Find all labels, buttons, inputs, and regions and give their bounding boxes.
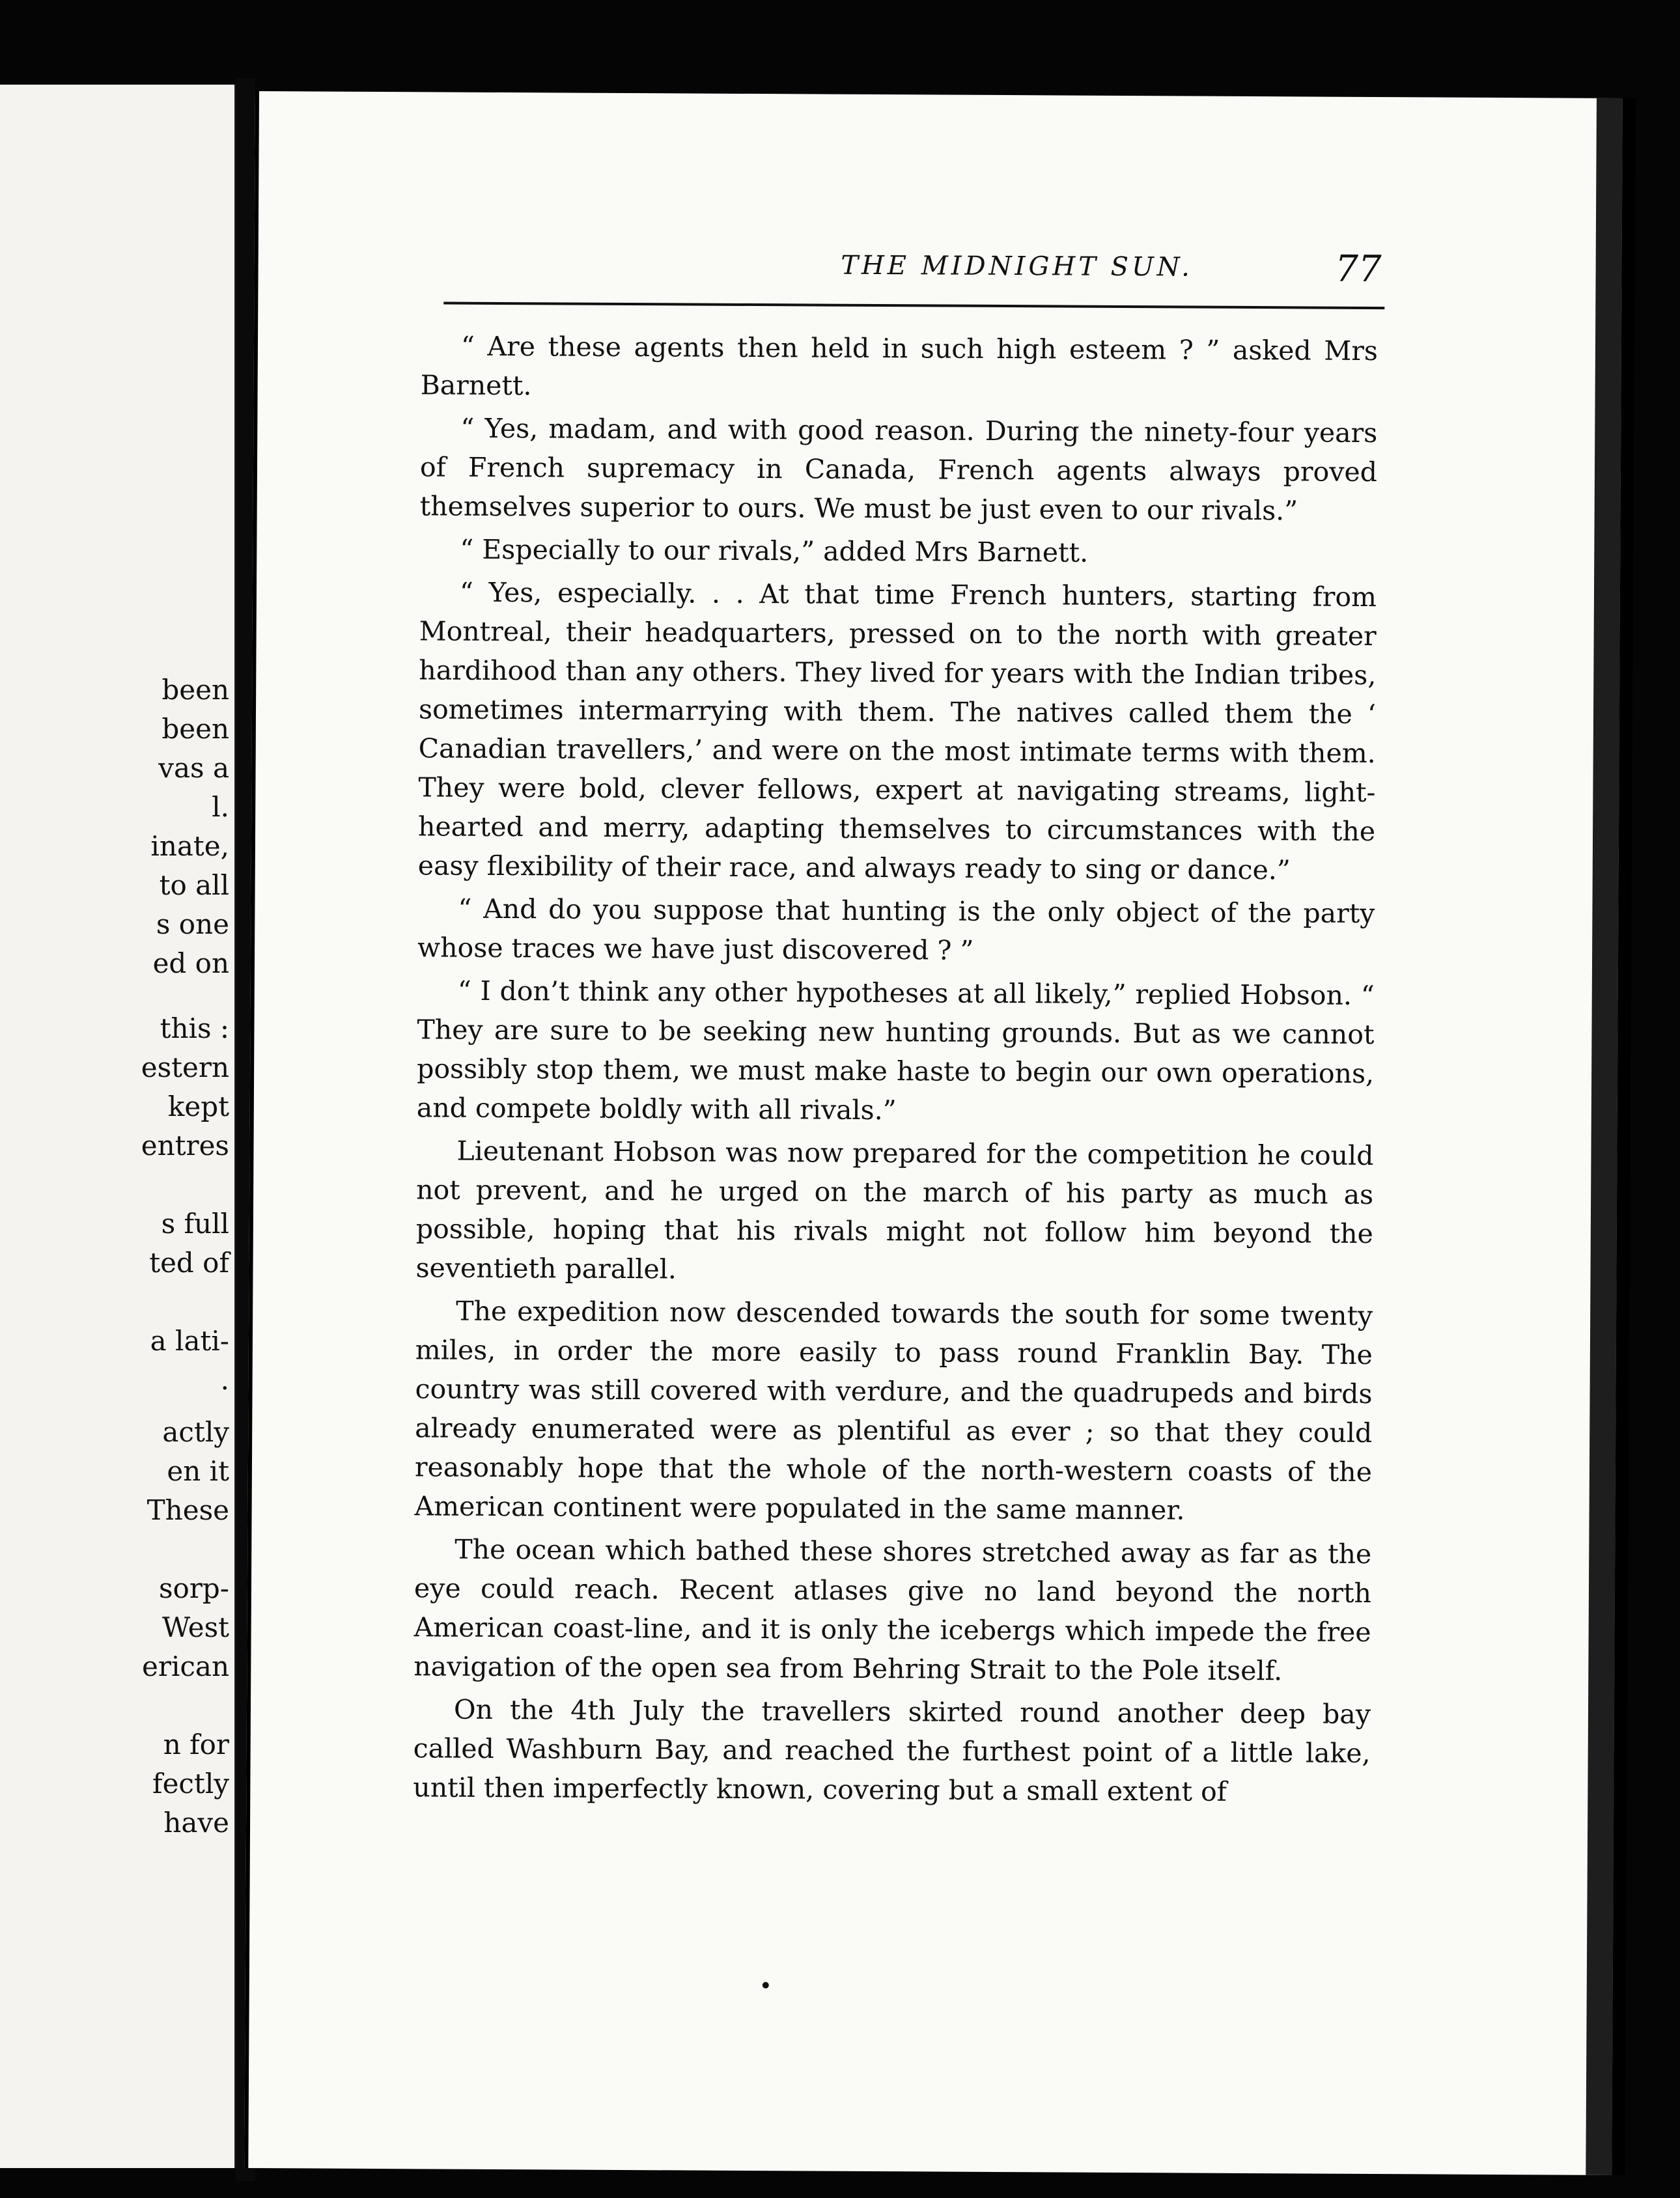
ink-dot bbox=[763, 1982, 769, 1988]
facing-line: erican bbox=[142, 1650, 229, 1682]
page-body bbox=[413, 326, 1378, 1816]
facing-line: a lati- bbox=[150, 1325, 229, 1357]
running-title: THE MIDNIGHT SUN. bbox=[841, 250, 1194, 283]
paragraph: On the 4th July the travellers skirted round another deep bay called Washburn Bay, and reached the furthest point of a little lake, until then imperfectly known, covering but a small extent of bbox=[413, 1693, 1371, 1807]
facing-line: s full bbox=[161, 1208, 229, 1240]
facing-line: been bbox=[161, 674, 229, 706]
facing-line: actly bbox=[162, 1416, 229, 1448]
paragraph: “ Are these agents then held in such high esteem ? ” asked Mrs Barnett. bbox=[420, 330, 1379, 402]
facing-line: this : bbox=[160, 1012, 229, 1044]
facing-line: been bbox=[161, 713, 229, 745]
facing-line: ed on bbox=[152, 947, 229, 979]
facing-line: s one bbox=[156, 908, 229, 940]
page-header bbox=[443, 249, 1381, 306]
facing-line: kept bbox=[167, 1091, 229, 1122]
paragraph: “ Yes, madam, and with good reason. During the ninety-four years of French supremacy in Canada, French agents always proved themselves superior to ours. We must be just even to our rivals.” bbox=[419, 412, 1378, 527]
paragraph: Lieutenant Hobson was now prepared for the competition he could not prevent, and he urged on the march of his party as much as possible, hoping that his rivals might not follow him beyond the seventieth parallel. bbox=[415, 1135, 1374, 1285]
book-page bbox=[244, 91, 1623, 2175]
paragraph: The ocean which bathed these shores stretched away as far as the eye could reach. Recent atlases give no land beyond the north American coast-line, and it is only the icebergs which impede the free navigation of the open sea from Behring Strait to the Pole itself. bbox=[413, 1533, 1372, 1687]
facing-line: entres bbox=[141, 1130, 229, 1162]
facing-line: estern bbox=[141, 1051, 229, 1083]
facing-page bbox=[0, 85, 236, 2168]
facing-line: to all bbox=[159, 869, 229, 901]
facing-line: fectly bbox=[152, 1768, 229, 1800]
facing-line: These bbox=[147, 1494, 229, 1526]
paragraph: “ Especially to our rivals,” added Mrs Barnett. bbox=[460, 533, 1089, 568]
facing-line: West bbox=[161, 1611, 229, 1643]
paragraph: “ And do you suppose that hunting is the only object of the party whose traces we have just discovered ? ” bbox=[417, 893, 1375, 966]
facing-line: inate, bbox=[150, 830, 229, 862]
paragraph: The expedition now descended towards the south for some twenty miles, in order the more easily to pass round Franklin Bay. The country was still covered with verdure, and the quadrupeds and birds already enumerated were as plentiful as ever ; so that they could reasonably hope that the whole of the north-western coasts of the American continent were populated in the same manner. bbox=[414, 1295, 1373, 1526]
page-number: 77 bbox=[1335, 247, 1382, 291]
facing-line: . bbox=[220, 1364, 229, 1396]
paragraph: “ I don’t think any other hypotheses at all likely,” replied Hobson. “ They are sure to be seeking new hunting grounds. But as we cannot possibly stop them, we must make haste to begin our own operations, and compete boldly with all rivals.” bbox=[416, 975, 1375, 1126]
facing-line: sorp- bbox=[159, 1572, 229, 1604]
facing-line: n for bbox=[163, 1729, 229, 1760]
paragraph: “ Yes, especially. . . At that time French hunters, starting from Montreal, their headquarters, pressed on to the north with greater hardihood than any others. They lived for years with the Indian tribes, sometimes intermarrying with them. The natives called them the ‘ Canadian travellers,’ and were on the most intimate terms with them. They were bold, clever fellows, expert at navigating streams, light-hearted and merry, adapting themselves to circumstances with the easy flexibility of their race, and always ready to sing or dance.” bbox=[417, 576, 1377, 886]
facing-line: l. bbox=[212, 791, 229, 823]
facing-line: vas a bbox=[158, 752, 229, 784]
facing-line: ted of bbox=[149, 1247, 229, 1279]
facing-line: en it bbox=[167, 1455, 229, 1487]
facing-line: have bbox=[163, 1807, 229, 1839]
